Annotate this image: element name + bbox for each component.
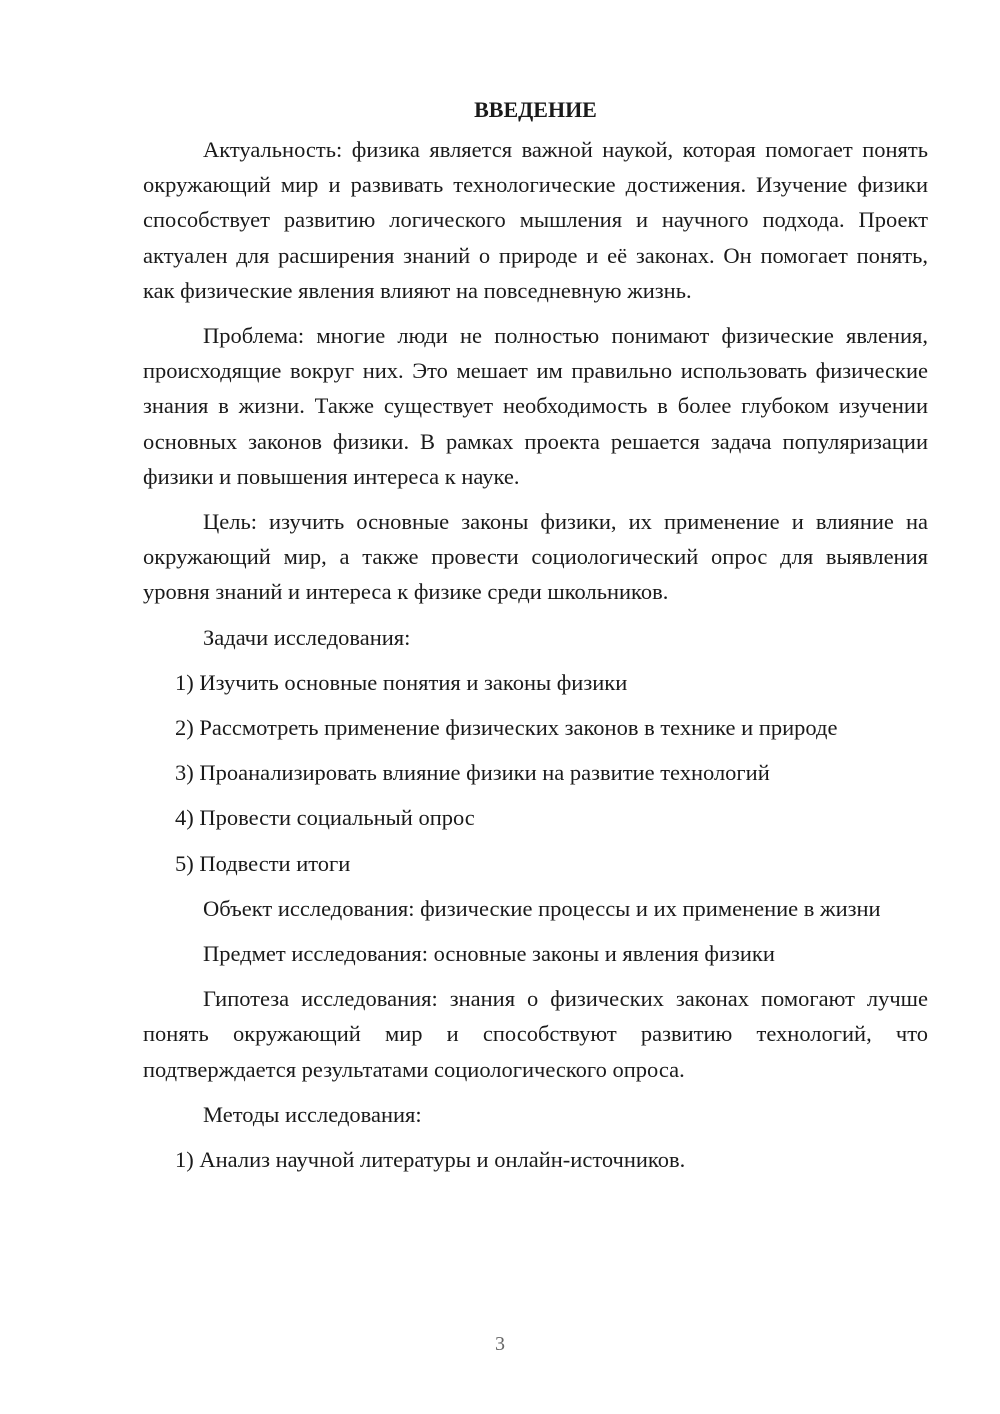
problem-paragraph: Проблема: многие люди не полностью понимают физические явления, происходящие вокруг них. Это мешает им правильно использовать физические знания в жизни. Также существует необходимость в более глубоком изучении основных законов физики. В рамках проекта решается задача популяризации физики и повышения интереса к науке. (143, 323, 928, 489)
list-item: 4) Провести социальный опрос (175, 805, 475, 831)
subject-paragraph: Предмет исследования: основные законы и явления физики (203, 941, 775, 967)
page-number: 3 (495, 1333, 505, 1355)
list-item: 1) Анализ научной литературы и онлайн-источников. (175, 1147, 686, 1173)
document-page (143, 92, 928, 1187)
goal-paragraph: Цель: изучить основные законы физики, их применение и влияние на окружающий мир, а также провести социологический опрос для выявления уровня знаний и интереса к физике среди школьников. (143, 509, 928, 605)
hypothesis-paragraph: Гипотеза исследования: знания о физических законах помогают лучше понять окружающий мир и способствуют развитию технологий, что подтверждается результатами социологического опроса. (143, 986, 928, 1082)
list-item: 5) Подвести итоги (175, 850, 351, 876)
object-paragraph: Объект исследования: физические процессы и их применение в жизни (203, 895, 881, 921)
list-item: 2) Рассмотреть применение физических законов в технике и природе (175, 715, 838, 741)
methods-heading: Методы исследования: (203, 1101, 422, 1127)
list-item: 1) Изучить основные понятия и законы физики (175, 669, 628, 695)
relevance-paragraph: Актуальность: физика является важной наукой, которая помогает понять окружающий мир и развивать технологические достижения. Изучение физики способствует развитию логического мышления и научного подхода. Проект актуален для расширения знаний о природе и её законах. Он помогает понять, как физические явления влияют на повседневную жизнь. (143, 137, 928, 303)
tasks-heading: Задачи исследования: (203, 624, 411, 650)
list-item: 3) Проанализировать влияние физики на развитие технологий (175, 760, 770, 786)
section-heading: ВВЕДЕНИЕ (474, 97, 597, 122)
